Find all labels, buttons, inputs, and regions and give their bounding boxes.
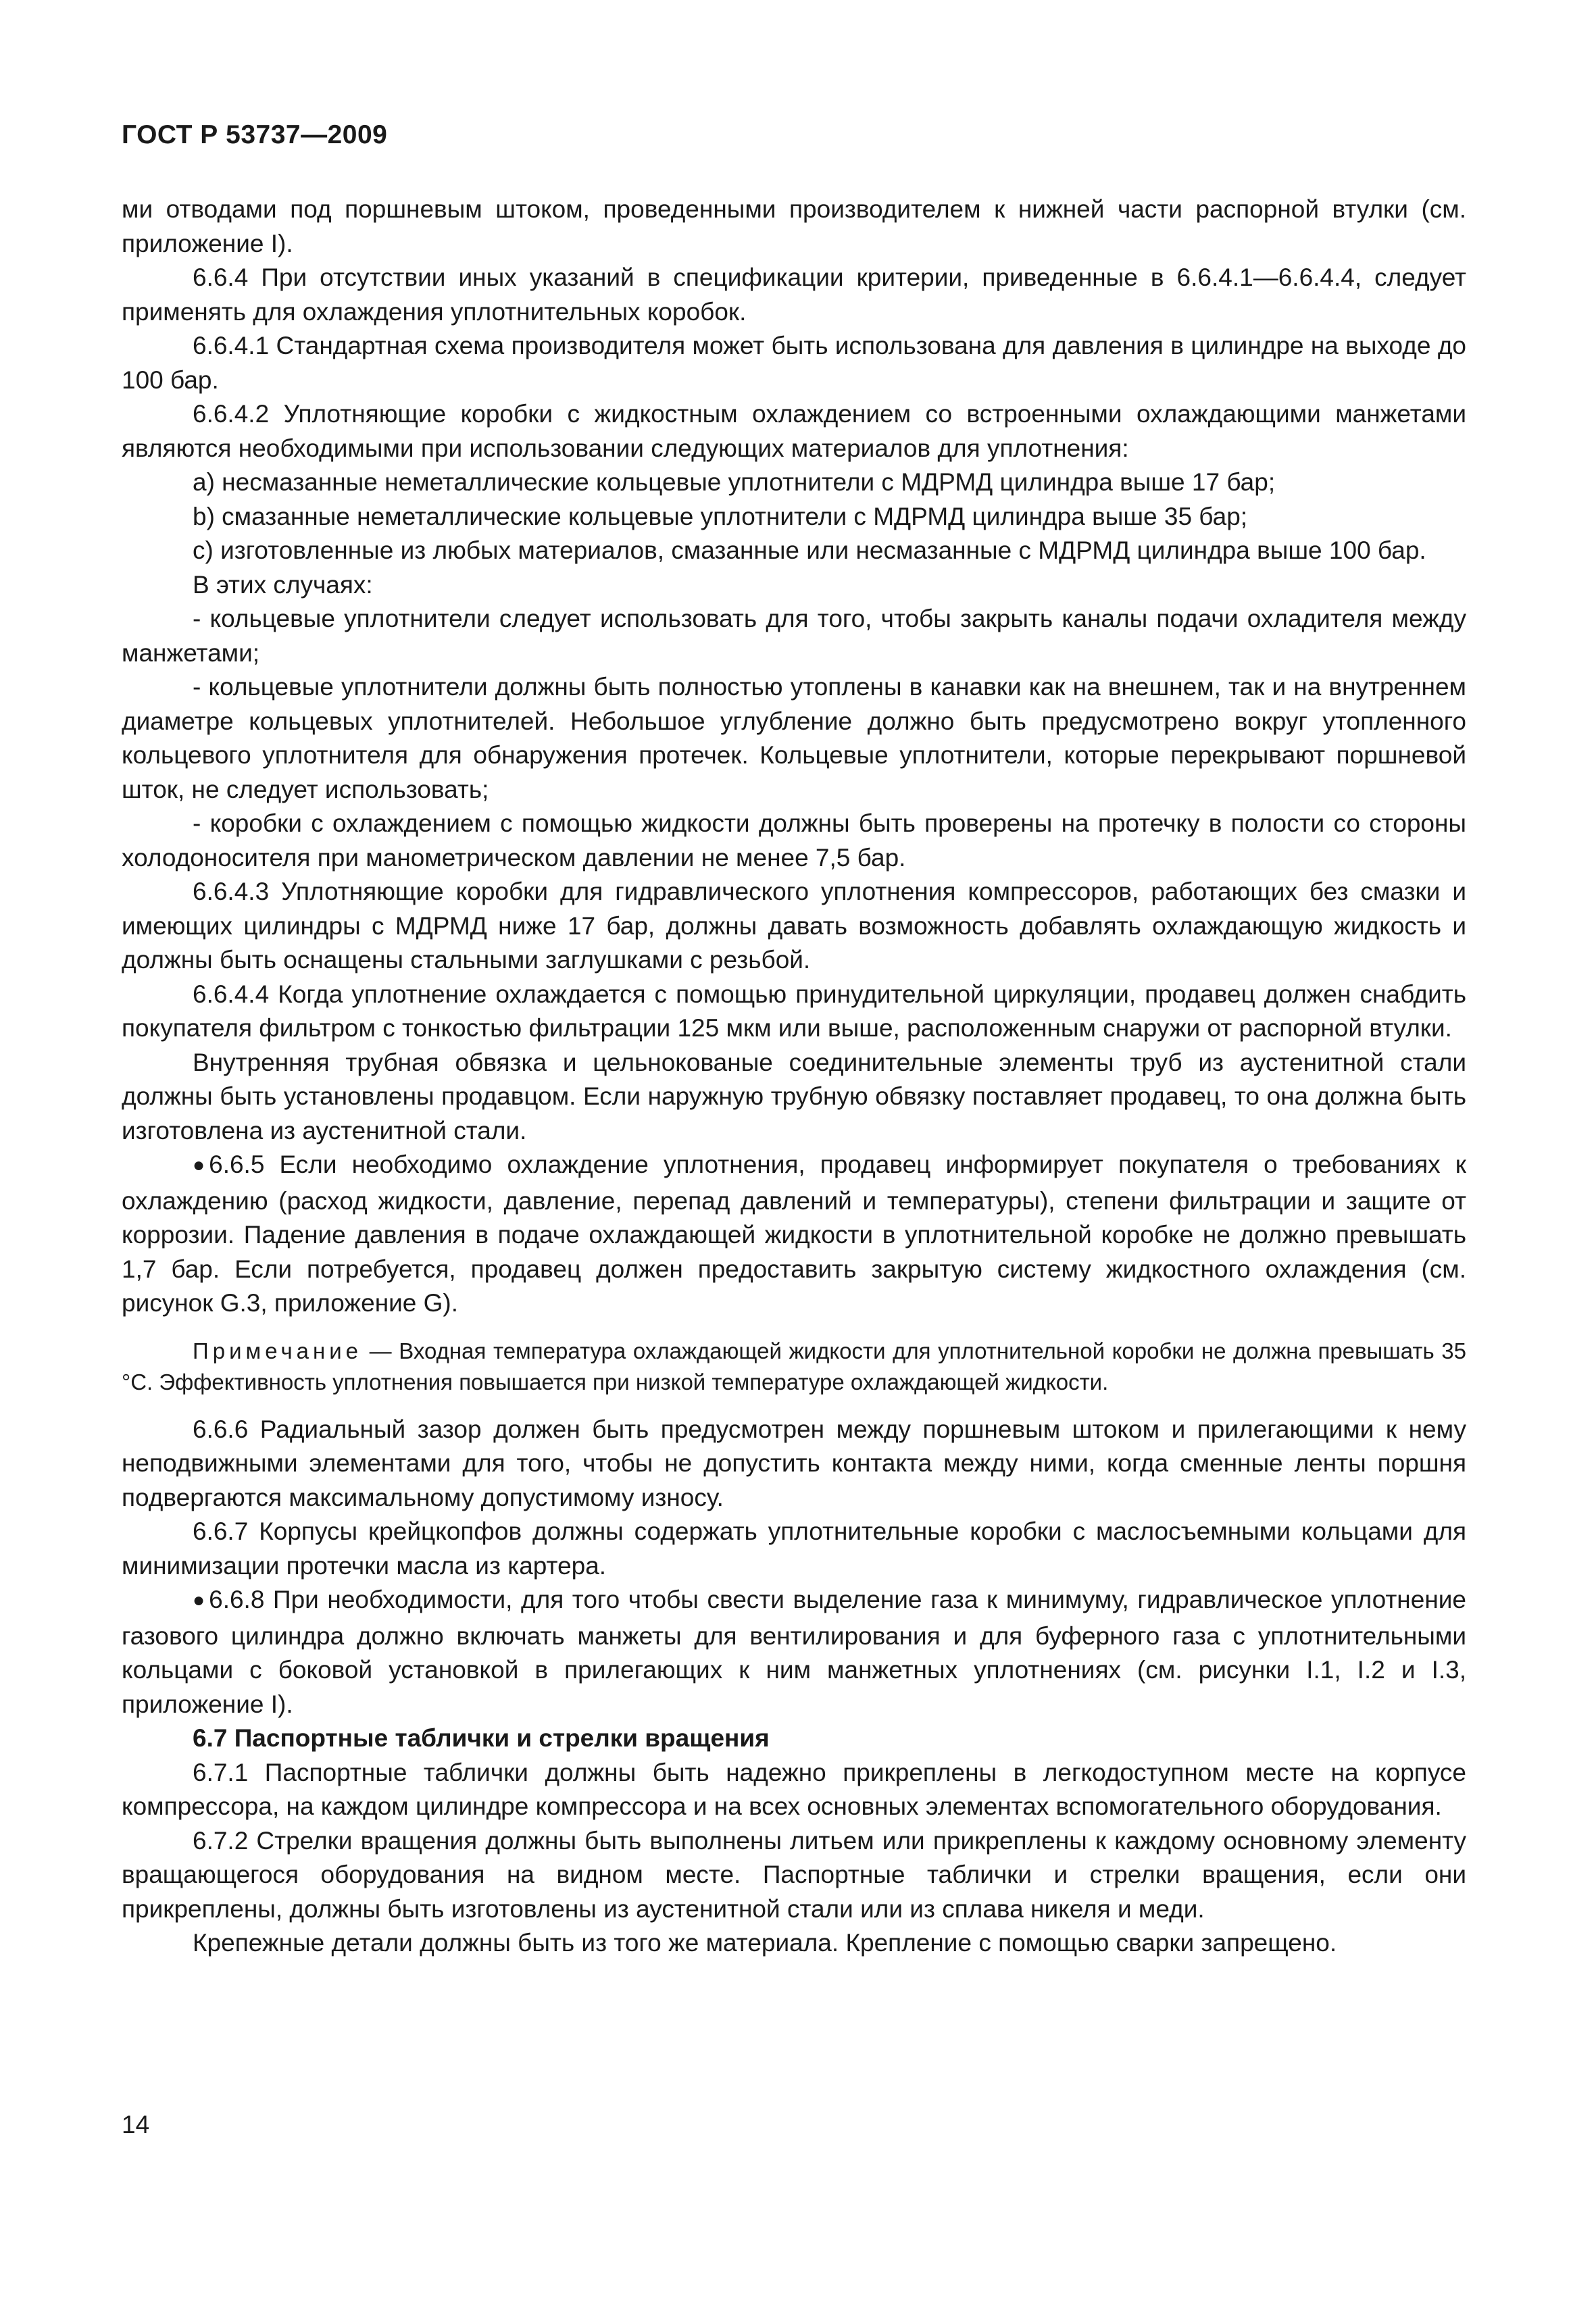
document-page [122,118,1466,1961]
document-body [122,193,1466,1961]
paragraph: 6.7.2 Стрелки вращения должны быть выполнены литьем или прикреплены к каждому основному элементу вращающегося оборудования на видном месте. Паспортные таблички и стрелки вращения, если они прикреплены, должны быть изготовлены из аустенитной стали или из сплава никеля и меди. [122,1826,1466,1923]
paragraph: 6.6.4.1 Стандартная схема производителя может быть использована для давления в цилиндре на выходе до 100 бар. [122,332,1466,394]
paragraph: ми отводами под поршневым штоком, проведенными производителем к нижней части распорной втулки (см. приложение I). [122,195,1466,257]
change-marker-bullet: ● [193,1154,205,1176]
note [122,1336,1466,1398]
paragraph: 6.6.7 Корпусы крейцкопфов должны содержать уплотнительные коробки с маслосъемными кольцами для минимизации протечки масла из картера. [122,1517,1466,1580]
page-number: 14 [122,2111,150,2138]
list-item: b) смазанные неметаллические кольцевые уплотнители с МДРМД цилиндра выше 35 бар; [193,502,1248,530]
paragraph: 6.6.4.3 Уплотняющие коробки для гидравлического уплотнения компрессоров, работающих без смазки и имеющих цилиндры с МДРМД ниже 17 бар, должны давать возможность добавлять охлаждающую жидкость и должны быть оснащены стальными заглушками с резьбой. [122,878,1466,974]
paragraph: 6.6.6 Радиальный зазор должен быть предусмотрен между поршневым штоком и прилегающими к нему неподвижными элементами для того, чтобы не допустить контакта между ними, когда сменные ленты поршня подвергаются максимальному допустимому износу. [122,1415,1466,1511]
standard-header: ГОСТ Р 53737—2009 [122,120,388,149]
paragraph-marked [122,1148,1466,1321]
paragraph-text: 6.6.8 При необходимости, для того чтобы свести выделение газа к минимуму, гидравлическое уплотнение газового цилиндра должно включать манжеты для вентилирования и для буферного газа с уплотнительными кольцами с боковой установкой в прилегающих к ним манжетных уплотнениях (см. рисунки I.1, I.2 и I.3, приложение I). [122,1586,1466,1718]
change-marker-bullet: ● [193,1589,205,1611]
paragraph-marked [122,1583,1466,1721]
paragraph-text: 6.6.5 Если необходимо охлаждение уплотнения, продавец информирует покупателя о требованиях к охлаждению (расход жидкости, давление, перепад давлений и температуры), степени фильтрации и защите от коррозии. Падение давления в подаче охлаждающей жидкости в уплотнительной коробке не должно превышать 1,7 бар. Если потребуется, продавец должен предоставить закрытую систему жидкостного охлаждения (см. рисунок G.3, приложение G). [122,1151,1466,1317]
list-item: - кольцевые уплотнители должны быть полностью утоплены в канавки как на внешнем, так и на внутреннем диаметре кольцевых уплотнителей. Небольшое углубление должно быть предусмотрено вокруг утопленного кольцевого уплотнителя для обнаружения протечек. Кольцевые уплотнители, которые перекрывают поршневой шток, не следует использовать; [122,673,1466,803]
paragraph: 6.7.1 Паспортные таблички должны быть надежно прикреплены в легкодоступном месте на корпусе компрессора, на каждом цилиндре компрессора и на всех основных элементах вспомогательного оборудования. [122,1758,1466,1820]
note-text: — Входная температура охлаждающей жидкости для уплотнительной коробки не должна превышать 35 °С. Эффективность уплотнения повышается при низкой температуре охлаждающей жидкости. [122,1338,1467,1394]
list-item: c) изготовленные из любых материалов, смазанные или несмазанные с МДРМД цилиндра выше 100 бар. [193,536,1426,564]
paragraph: 6.6.4 При отсутствии иных указаний в спецификации критерии, приведенные в 6.6.4.1—6.6.4.4, следует применять для охлаждения уплотнительных коробок. [122,263,1466,326]
paragraph: Внутренняя трубная обвязка и цельнокованые соединительные элементы труб из аустенитной стали должны быть установлены продавцом. Если наружную трубную обвязку поставляет продавец, то она должна быть изготовлена из аустенитной стали. [122,1048,1466,1145]
note-label: Примечание [193,1338,363,1363]
paragraph: 6.6.4.4 Когда уплотнение охлаждается с помощью принудительной циркуляции, продавец должен снабдить покупателя фильтром с тонкостью фильтрации 125 мкм или выше, расположенным снаружи от распорной втулки. [122,980,1466,1042]
paragraph: 6.6.4.2 Уплотняющие коробки с жидкостным охлаждением со встроенными охлаждающими манжетами являются необходимыми при использовании следующих материалов для уплотнения: [122,400,1466,462]
list-item: - кольцевые уплотнители следует использовать для того, чтобы закрыть каналы подачи охладителя между манжетами; [122,605,1466,667]
list-item: - коробки с охлаждением с помощью жидкости должны быть проверены на протечку в полости со стороны холодоносителя при манометрическом давлении не менее 7,5 бар. [122,809,1466,872]
list-item: a) несмазанные неметаллические кольцевые уплотнители с МДРМД цилиндра выше 17 бар; [193,468,1276,496]
paragraph: Крепежные детали должны быть из того же материала. Крепление с помощью сварки запрещено. [193,1929,1337,1957]
paragraph: В этих случаях: [193,570,373,599]
section-title: 6.7 Паспортные таблички и стрелки вращения [193,1724,770,1752]
